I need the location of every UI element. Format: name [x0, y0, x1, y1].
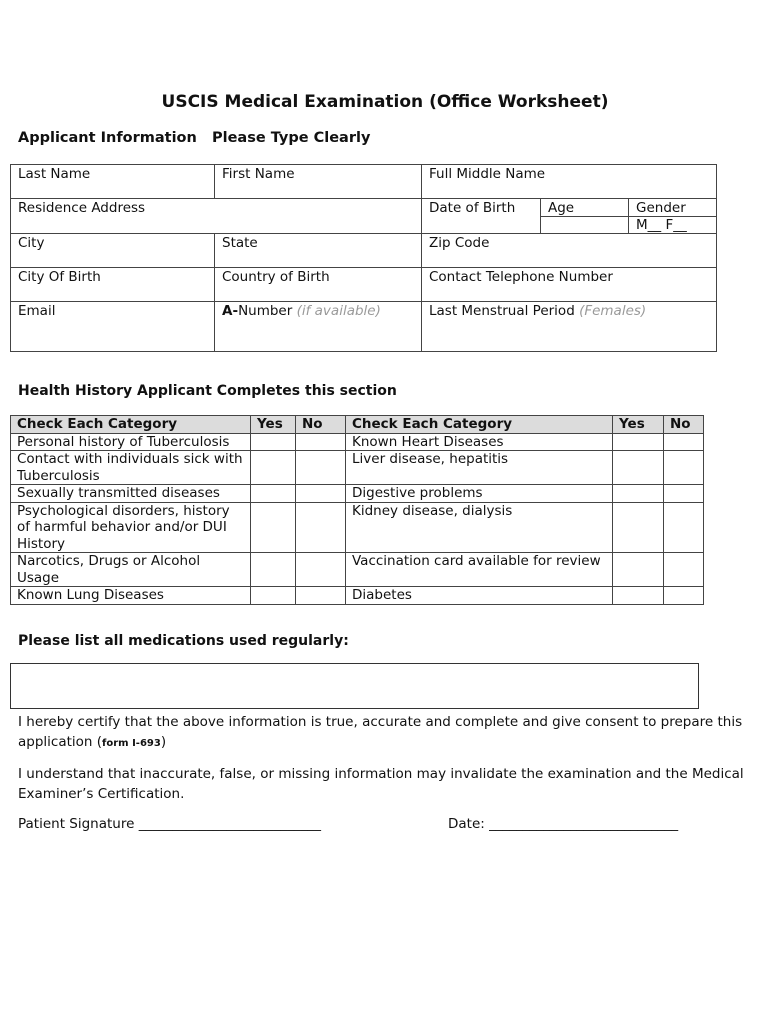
age-input[interactable]: [541, 217, 628, 233]
lmp-field[interactable]: [422, 302, 717, 352]
lmp-label: [429, 303, 646, 319]
zip-code-field[interactable]: [422, 234, 717, 268]
applicant-info-table: [10, 164, 717, 352]
residence-address-field[interactable]: [11, 199, 422, 234]
header-yes-left: Yes: [251, 416, 296, 434]
age-label: Age: [548, 200, 575, 216]
yes-checkbox[interactable]: [251, 485, 296, 503]
city-of-birth-field[interactable]: [11, 268, 215, 302]
no-checkbox[interactable]: [664, 502, 704, 553]
health-history-heading: Health History Applicant Completes this section: [18, 383, 397, 399]
category-right: Liver disease, hepatitis: [346, 451, 613, 485]
no-checkbox[interactable]: [296, 587, 346, 605]
yes-checkbox[interactable]: [251, 502, 296, 553]
header-no-left: No: [296, 416, 346, 434]
yes-checkbox[interactable]: [613, 485, 664, 503]
date-line[interactable]: Date: ____________________________: [448, 816, 679, 832]
header-no-right: No: [664, 416, 704, 434]
category-right: Kidney disease, dialysis: [346, 502, 613, 553]
yes-checkbox[interactable]: [251, 587, 296, 605]
yes-checkbox[interactable]: [613, 451, 664, 485]
certification-paragraph: [18, 712, 748, 754]
certify-text: I hereby certify that the above information is true, accurate and complete and give consent to prepare this application (: [18, 714, 743, 750]
category-left: Contact with individuals sick with Tuberculosis: [11, 451, 251, 485]
lmp-text: Last Menstrual Period: [429, 303, 575, 319]
yes-checkbox[interactable]: [613, 433, 664, 451]
applicant-info-heading: Applicant Information: [18, 130, 197, 146]
page-title: USCIS Medical Examination (Office Worksheet): [161, 92, 609, 112]
no-checkbox[interactable]: [296, 502, 346, 553]
yes-checkbox[interactable]: [251, 553, 296, 587]
table-row: [11, 553, 704, 587]
a-number-field[interactable]: [215, 302, 422, 352]
category-left: Psychological disorders, history of harmful behavior and/or DUI History: [11, 502, 251, 553]
last-name-field[interactable]: [11, 165, 215, 199]
table-row: [11, 485, 704, 503]
contact-phone-label: Contact Telephone Number: [429, 269, 613, 285]
middle-name-field[interactable]: [422, 165, 717, 199]
table-row: [11, 587, 704, 605]
yes-checkbox[interactable]: [613, 502, 664, 553]
no-checkbox[interactable]: [664, 451, 704, 485]
patient-signature-line[interactable]: Patient Signature ___________________________: [18, 816, 321, 832]
gender-input[interactable]: [629, 217, 716, 233]
a-number-text: Number: [238, 303, 293, 319]
yes-checkbox[interactable]: [613, 553, 664, 587]
a-number-prefix: A-: [222, 303, 239, 319]
certify-text-end: ): [160, 734, 167, 750]
category-left: Known Lung Diseases: [11, 587, 251, 605]
header-yes-right: Yes: [613, 416, 664, 434]
health-history-table: [10, 415, 704, 605]
header-category-right: Check Each Category: [346, 416, 613, 434]
no-checkbox[interactable]: [296, 451, 346, 485]
state-field[interactable]: [215, 234, 422, 268]
no-checkbox[interactable]: [664, 485, 704, 503]
first-name-label: First Name: [222, 166, 295, 182]
a-number-hint: (if available): [296, 303, 381, 319]
category-right: Vaccination card available for review: [346, 553, 613, 587]
type-clearly-heading: Please Type Clearly: [211, 130, 371, 146]
zip-code-label: Zip Code: [429, 235, 490, 251]
category-right: Diabetes: [346, 587, 613, 605]
gender-label-box: [629, 199, 716, 217]
country-of-birth-field[interactable]: [215, 268, 422, 302]
city-of-birth-label: City Of Birth: [18, 269, 101, 285]
last-name-label: Last Name: [18, 166, 91, 182]
age-cell: [541, 199, 629, 234]
gender-label: Gender: [636, 200, 686, 216]
no-checkbox[interactable]: [296, 485, 346, 503]
yes-checkbox[interactable]: [613, 587, 664, 605]
category-left: Sexually transmitted diseases: [11, 485, 251, 503]
no-checkbox[interactable]: [664, 553, 704, 587]
health-header-row: [11, 416, 704, 434]
category-right: Digestive problems: [346, 485, 613, 503]
gender-cell: [629, 199, 717, 234]
city-label: City: [18, 235, 45, 251]
email-field[interactable]: [11, 302, 215, 352]
age-label-box: [541, 199, 628, 217]
medications-heading: Please list all medications used regularly:: [18, 633, 349, 649]
state-label: State: [222, 235, 258, 251]
table-row: [11, 433, 704, 451]
middle-name-label: Full Middle Name: [429, 166, 546, 182]
email-label: Email: [18, 303, 56, 319]
city-field[interactable]: [11, 234, 215, 268]
applicant-section-heading: [18, 130, 370, 146]
gender-options: M__ F__: [636, 217, 687, 233]
category-right: Known Heart Diseases: [346, 433, 613, 451]
form-reference: form I-693: [102, 738, 161, 749]
yes-checkbox[interactable]: [251, 451, 296, 485]
country-of-birth-label: Country of Birth: [222, 269, 330, 285]
no-checkbox[interactable]: [664, 587, 704, 605]
yes-checkbox[interactable]: [251, 433, 296, 451]
contact-phone-field[interactable]: [422, 268, 717, 302]
no-checkbox[interactable]: [296, 553, 346, 587]
medications-input[interactable]: [10, 663, 699, 709]
table-row: [11, 502, 704, 553]
category-left: Personal history of Tuberculosis: [11, 433, 251, 451]
residence-address-label: Residence Address: [18, 200, 146, 216]
lmp-hint: (Females): [579, 303, 647, 319]
date-of-birth-field[interactable]: [422, 199, 541, 234]
first-name-field[interactable]: [215, 165, 422, 199]
date-of-birth-label: Date of Birth: [429, 200, 516, 216]
category-left: Narcotics, Drugs or Alcohol Usage: [11, 553, 251, 587]
no-checkbox[interactable]: [296, 433, 346, 451]
understand-paragraph: I understand that inaccurate, false, or missing information may invalidate the examination and the Medical Examiner’s Certification.: [18, 766, 744, 802]
a-number-label: [222, 303, 381, 319]
no-checkbox[interactable]: [664, 433, 704, 451]
header-category-left: Check Each Category: [11, 416, 251, 434]
table-row: [11, 451, 704, 485]
